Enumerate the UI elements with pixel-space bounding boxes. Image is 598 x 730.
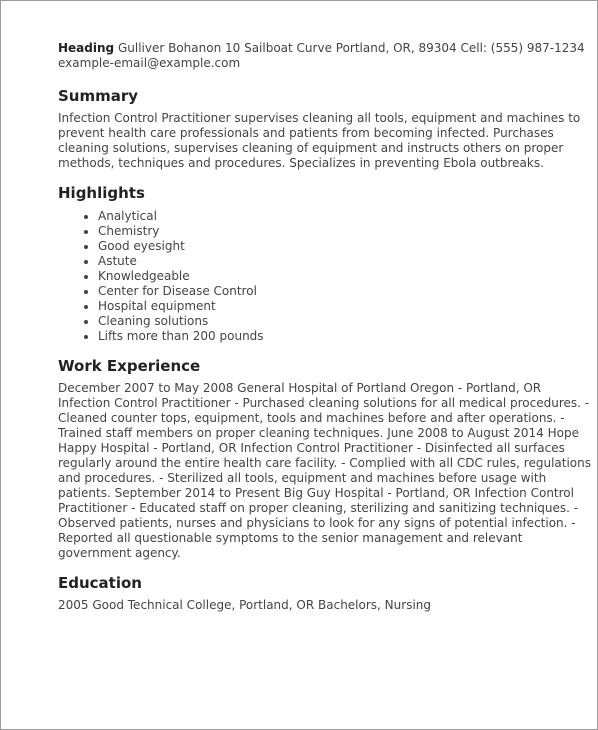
education-title: Education [58, 574, 142, 592]
highlight-item: • Knowledgeable [98, 269, 592, 284]
highlight-item: • Analytical [98, 209, 592, 224]
resume-content [58, 41, 592, 613]
heading-label: Heading [58, 41, 115, 55]
summary-title: Summary [58, 87, 139, 105]
highlight-item: • Lifts more than 200 pounds [98, 329, 592, 344]
resume-heading [58, 41, 592, 71]
highlight-item: • Good eyesight [98, 239, 592, 254]
education-text: 2005 Good Technical College, Portland, OR Bachelors, Nursing [58, 598, 431, 612]
summary-section [58, 87, 592, 171]
highlight-item: • Astute [98, 254, 592, 269]
highlights-list [58, 209, 592, 344]
highlight-item: • Hospital equipment [98, 299, 592, 314]
heading-contact-text: Gulliver Bohanon 10 Sailboat Curve Portland, OR, 89304 Cell: (555) 987-1234 example-email@example.com [58, 41, 585, 70]
work-experience-title: Work Experience [58, 357, 201, 375]
work-experience-section [58, 357, 592, 561]
highlights-section [58, 184, 592, 344]
education-section [58, 574, 592, 613]
highlight-item: • Cleaning solutions [98, 314, 592, 329]
summary-text: Infection Control Practitioner supervises cleaning all tools, equipment and machines to prevent health care professionals and patients from becoming infected. Purchases cleaning solutions, supervises cleaning of equipment and instructs others on proper methods, techniques and procedures. Specializes in preventing Ebola outbreaks. [58, 111, 581, 170]
highlights-title: Highlights [58, 184, 145, 202]
highlight-item: • Chemistry [98, 224, 592, 239]
highlight-item: • Center for Disease Control [98, 284, 592, 299]
work-experience-text: December 2007 to May 2008 General Hospital of Portland Oregon - Portland, OR Infection Control Practitioner - Purchased cleaning solutions for all medical procedures. - Cleaned counter tops, equipment, tools and machines before and after operations. - Trained staff members on proper cleaning techniques. June 2008 to August 2014 Hope Happy Hospital - Portland, OR Infection Control Practitioner - Disinfected all surfaces regularly around the entire health care facility. - Complied with all CDC rules, regulations and procedures. - Sterilized all tools, equipment and machines before usage with patients. September 2014 to Present Big Guy Hospital - Portland, OR Infection Control Practitioner - Educated staff on proper cleaning, sterilizing and sanitizing techniques. - Observed patients, nurses and physicians to look for any signs of potential infection. - Reported all questionable symptoms to the senior management and relevant government agency. [58, 381, 591, 560]
